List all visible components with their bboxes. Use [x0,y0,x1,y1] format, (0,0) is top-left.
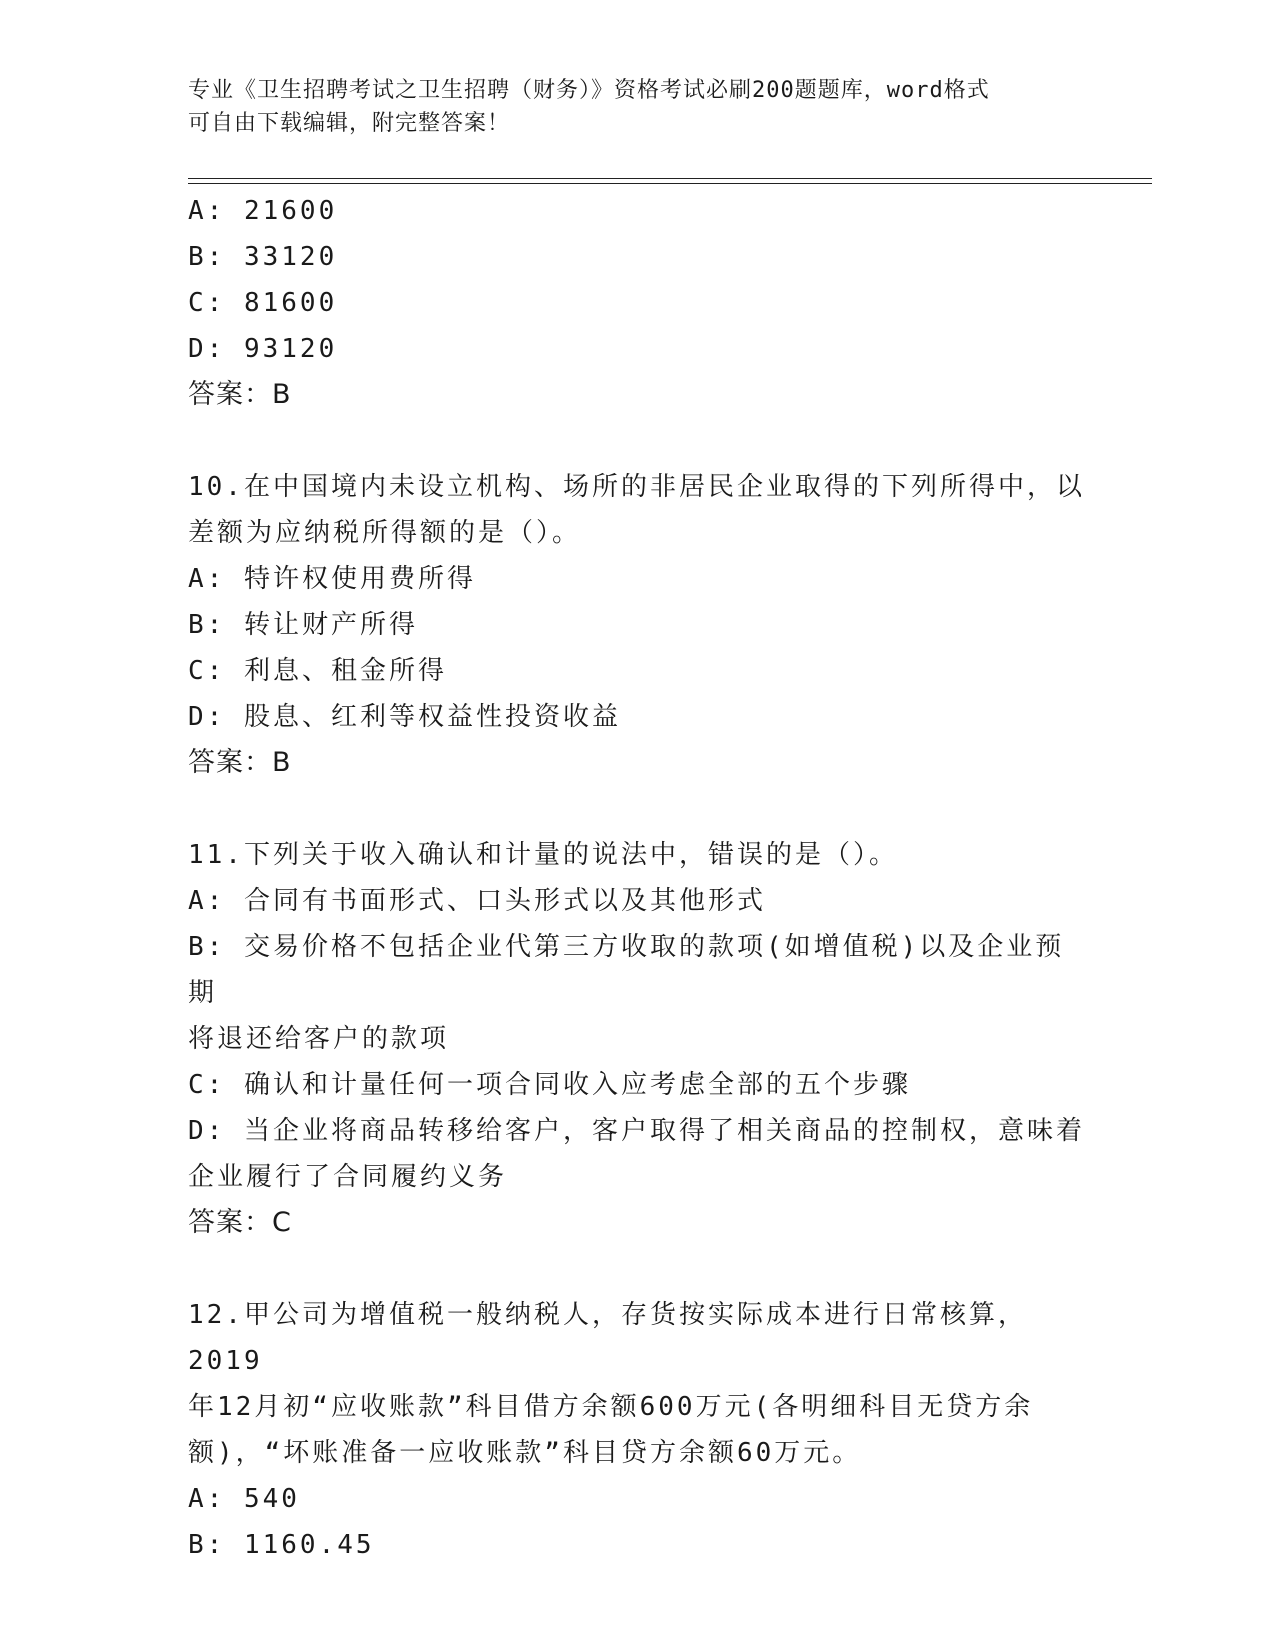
q9-option-a: A: 21600 [188,196,338,226]
q12-option-b: B: 1160.45 [188,1530,375,1560]
q11-answer: 答案：C [188,1207,292,1238]
document-header [188,74,1088,140]
question-content [188,188,1088,1568]
q10-stem-line-2: 差额为应纳税所得额的是（）。 [188,518,582,548]
q10-option-a: A: 特许权使用费所得 [188,564,476,594]
question-10 [188,464,1088,786]
q12-stem-line-1: 12.甲公司为增值税一般纳税人，存货按实际成本进行日常核算，2019 [188,1300,1027,1376]
header-rule-bottom [188,183,1152,184]
q11-option-b: B: 交易价格不包括企业代第三方收取的款项(如增值税)以及企业预期 [188,932,1065,1008]
q9-option-d: D: 93120 [188,334,338,364]
question-12 [188,1292,1088,1568]
question-11 [188,832,1088,1246]
q11-option-d: D: 当企业将商品转移给客户，客户取得了相关商品的控制权，意味着 [188,1116,1085,1146]
q12-option-a: A: 540 [188,1484,300,1514]
header-line-1: 专业《卫生招聘考试之卫生招聘（财务）》资格考试必刷200题题库，word格式 [188,78,990,103]
q10-answer: 答案：B [188,747,292,778]
spacer [188,1246,1088,1292]
header-line-2: 可自由下载编辑，附完整答案！ [188,111,511,136]
q9-answer: 答案：B [188,379,292,410]
q11-option-d-cont: 企业履行了合同履约义务 [188,1162,508,1192]
q11-stem-line-1: 11.下列关于收入确认和计量的说法中，错误的是（）。 [188,840,898,870]
q10-option-c: C: 利息、租金所得 [188,656,447,686]
q11-option-c: C: 确认和计量任何一项合同收入应考虑全部的五个步骤 [188,1070,911,1100]
q9-option-c: C: 81600 [188,288,338,318]
q12-stem-line-2: 年12月初“应收账款”科目借方余额600万元(各明细科目无贷方余 [188,1392,1034,1422]
spacer [188,786,1088,832]
header-rule-top [188,178,1152,179]
q11-option-b-cont: 将退还给客户的款项 [188,1024,450,1054]
q10-stem-line-1: 10.在中国境内未设立机构、场所的非居民企业取得的下列所得中，以 [188,472,1085,502]
q12-stem-line-3: 额)，“坏账准备一应收账款”科目贷方余额60万元。 [188,1438,862,1468]
q10-option-d: D: 股息、红利等权益性投资收益 [188,702,621,732]
q11-option-a: A: 合同有书面形式、口头形式以及其他形式 [188,886,766,916]
question-9 [188,188,1088,418]
q10-option-b: B: 转让财产所得 [188,610,418,640]
spacer [188,418,1088,464]
q9-option-b: B: 33120 [188,242,338,272]
